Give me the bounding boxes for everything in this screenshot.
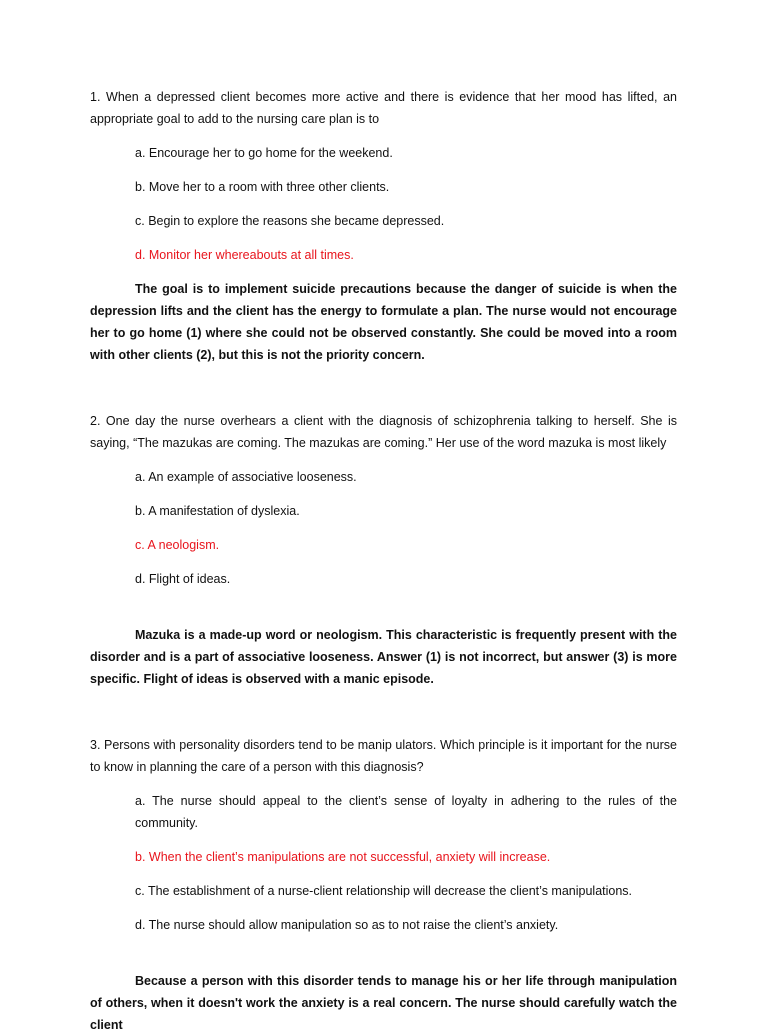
question-3-text: 3. Persons with personality disorders tend to be manip ulators. Which principle is it important for the nurse to know in planning the care of a person with this diagnosis? <box>90 738 677 774</box>
question-2-option-d: d. Flight of ideas. <box>135 572 231 586</box>
question-2-text: 2. One day the nurse overhears a client with the diagnosis of schizophrenia talking to herself. She is saying, “The mazukas are coming. The mazukas are coming.” Her use of the word mazuka is most likely <box>90 414 677 450</box>
question-1-option-c: c. Begin to explore the reasons she became depressed. <box>135 214 445 228</box>
question-1-option-d-correct: d. Monitor her whereabouts at all times. <box>135 248 354 262</box>
question-3-option-d: d. The nurse should allow manipulation so as to not raise the client’s anxiety. <box>135 918 559 932</box>
question-1-option-a: a. Encourage her to go home for the weekend. <box>135 146 393 160</box>
question-2-option-b: b. A manifestation of dyslexia. <box>135 504 300 518</box>
question-3-option-a: a. The nurse should appeal to the client’s sense of loyalty in adhering to the rules of the community. <box>135 794 677 830</box>
question-2-explanation: Mazuka is a made-up word or neologism. This characteristic is frequently present with the disorder and is a part of associative looseness. Answer (1) is not incorrect, but answer (3) is more specific. Flight of ideas is observed with a manic episode. <box>90 628 677 686</box>
question-3-explanation: Because a person with this disorder tends to manage his or her life through manipulation of others, when it doesn't work the anxiety is a real concern. The nurse should carefully watch the client <box>90 974 677 1032</box>
question-3-option-c: c. The establishment of a nurse-client relationship will decrease the client’s manipulations. <box>135 884 633 898</box>
question-1-option-b: b. Move her to a room with three other clients. <box>135 180 390 194</box>
question-1-explanation: The goal is to implement suicide precautions because the danger of suicide is when the depression lifts and the client has the energy to formulate a plan. The nurse would not encourage her to go home (1) where she could not be observed constantly. She could be moved into a room with other clients (2), but this is not the priority concern. <box>90 282 677 362</box>
question-1-text: 1. When a depressed client becomes more active and there is evidence that her mood has lifted, an appropriate goal to add to the nursing care plan is to <box>90 90 677 126</box>
question-2-option-c-correct: c. A neologism. <box>135 538 220 552</box>
question-3-option-b-correct: b. When the client’s manipulations are not successful, anxiety will increase. <box>135 850 551 864</box>
question-2-option-a: a. An example of associative looseness. <box>135 470 357 484</box>
document-page <box>90 86 677 1036</box>
